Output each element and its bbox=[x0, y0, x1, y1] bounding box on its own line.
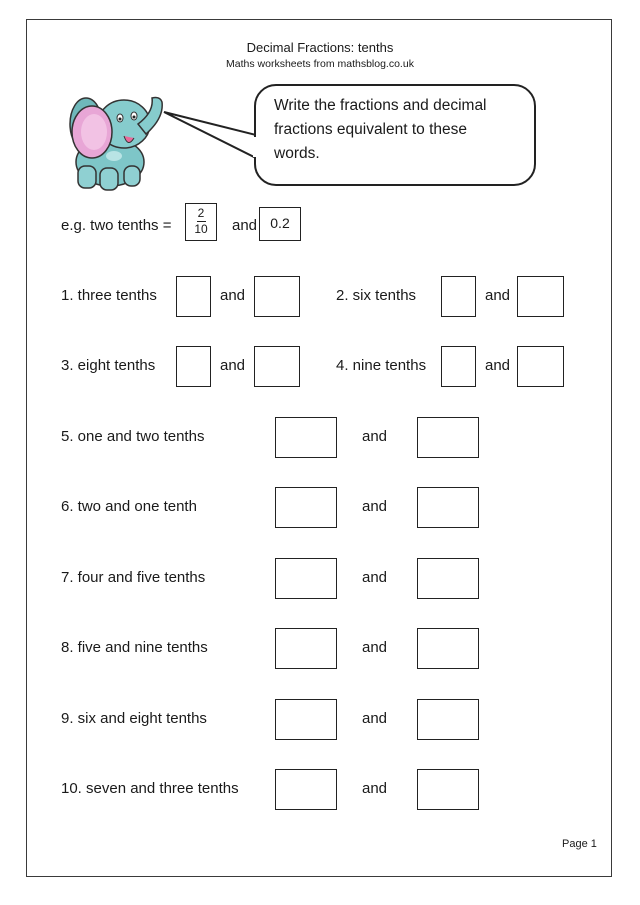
fraction-answer-box[interactable] bbox=[441, 276, 476, 317]
worksheet-title: Decimal Fractions: tenths bbox=[246, 40, 394, 55]
and-label: and bbox=[362, 428, 388, 445]
example-fraction-box bbox=[185, 203, 217, 241]
and-label: and bbox=[485, 357, 511, 374]
decimal-answer-box[interactable] bbox=[417, 417, 479, 458]
and-label: and bbox=[362, 639, 388, 656]
worksheet-subtitle: Maths worksheets from mathsblog.co.uk bbox=[226, 58, 414, 70]
instruction-speech-bubble bbox=[254, 84, 536, 186]
question-label: 1. three tenths bbox=[61, 287, 157, 304]
decimal-answer-box[interactable] bbox=[417, 558, 479, 599]
page-number: Page 1 bbox=[562, 838, 597, 850]
elephant-icon bbox=[62, 94, 174, 192]
fraction-answer-box[interactable] bbox=[275, 699, 337, 740]
example-label: e.g. two tenths = bbox=[61, 217, 172, 234]
and-label: and bbox=[362, 569, 388, 586]
and-label: and bbox=[220, 287, 246, 304]
fraction-answer-box[interactable] bbox=[275, 628, 337, 669]
question-label: 7. four and five tenths bbox=[61, 569, 206, 586]
example-numerator: 2 bbox=[197, 206, 205, 220]
question-label: 5. one and two tenths bbox=[61, 428, 205, 445]
instruction-line: Write the fractions and decimal bbox=[274, 97, 487, 114]
decimal-answer-box[interactable] bbox=[417, 487, 479, 528]
example-decimal-box: 0.2 bbox=[259, 207, 301, 241]
instruction-line: words. bbox=[274, 145, 320, 162]
and-label: and bbox=[485, 287, 511, 304]
instruction-line: fractions equivalent to these bbox=[274, 121, 468, 138]
and-label: and bbox=[362, 498, 388, 515]
fraction-answer-box[interactable] bbox=[176, 276, 211, 317]
fraction-answer-box[interactable] bbox=[275, 769, 337, 810]
and-label: and bbox=[220, 357, 246, 374]
example-and: and bbox=[232, 217, 258, 234]
question-label: 9. six and eight tenths bbox=[61, 710, 207, 727]
decimal-answer-box[interactable] bbox=[417, 628, 479, 669]
decimal-answer-box[interactable] bbox=[517, 346, 564, 387]
fraction-answer-box[interactable] bbox=[275, 417, 337, 458]
example-denominator: 10 bbox=[194, 222, 208, 236]
decimal-answer-box[interactable] bbox=[517, 276, 564, 317]
fraction-answer-box[interactable] bbox=[275, 558, 337, 599]
question-label: 10. seven and three tenths bbox=[61, 780, 239, 797]
bubble-tail-gap bbox=[253, 137, 257, 157]
decimal-answer-box[interactable] bbox=[417, 769, 479, 810]
decimal-answer-box[interactable] bbox=[254, 276, 300, 317]
question-label: 8. five and nine tenths bbox=[61, 639, 208, 656]
question-label: 4. nine tenths bbox=[336, 357, 427, 374]
fraction-answer-box[interactable] bbox=[275, 487, 337, 528]
decimal-answer-box[interactable] bbox=[417, 699, 479, 740]
and-label: and bbox=[362, 710, 388, 727]
question-label: 2. six tenths bbox=[336, 287, 417, 304]
fraction-answer-box[interactable] bbox=[441, 346, 476, 387]
decimal-answer-box[interactable] bbox=[254, 346, 300, 387]
question-label: 3. eight tenths bbox=[61, 357, 156, 374]
question-label: 6. two and one tenth bbox=[61, 498, 197, 515]
and-label: and bbox=[362, 780, 388, 797]
fraction-answer-box[interactable] bbox=[176, 346, 211, 387]
